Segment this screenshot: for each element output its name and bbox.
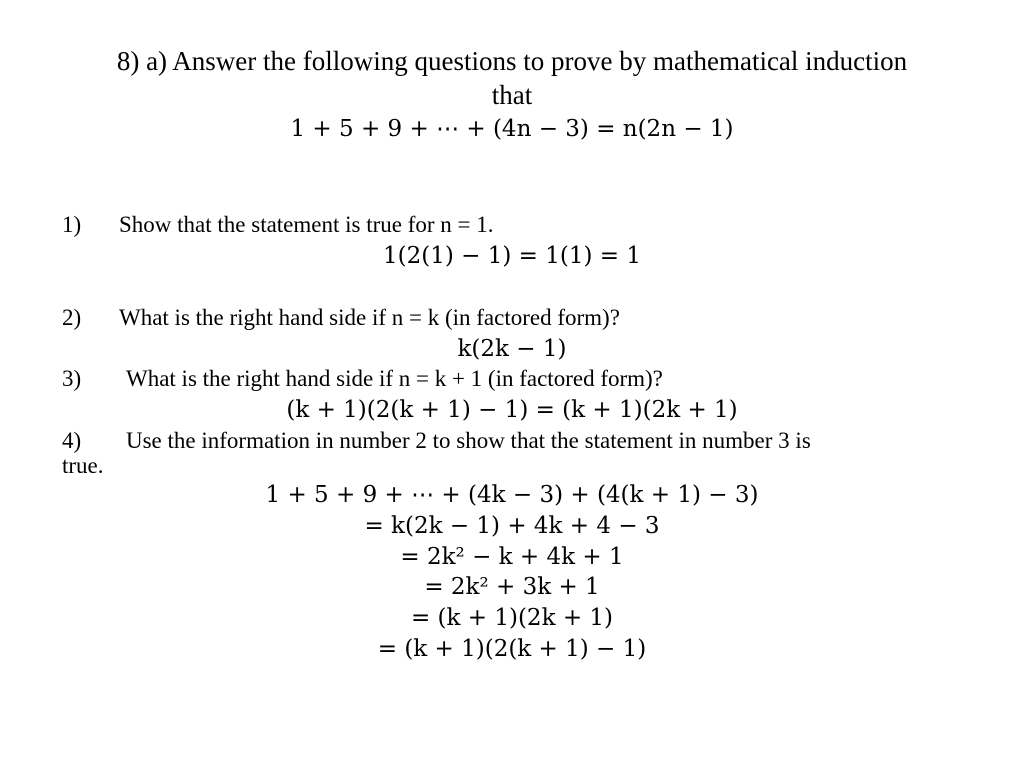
question-3-text: What is the right hand side if n = k + 1 (in factored form)? xyxy=(126,366,663,391)
question-1 xyxy=(62,212,494,238)
answer-4-line-2: = k(2k − 1) + 4k + 4 − 3 xyxy=(364,513,660,539)
answer-4-line-3: = 2k² − k + 4k + 1 xyxy=(400,544,624,570)
question-4 xyxy=(62,428,811,454)
answer-4-line-6: = (k + 1)(2(k + 1) − 1) xyxy=(377,636,647,662)
problem-title-continued: that xyxy=(491,80,533,110)
induction-statement: 1 + 5 + 9 + ⋯ + (4n − 3) = n(2n − 1) xyxy=(290,116,734,142)
answer-4-line-5: = (k + 1)(2k + 1) xyxy=(410,605,614,631)
question-3 xyxy=(62,366,663,392)
question-1-number: 1) xyxy=(62,212,82,237)
answer-2-line-1: k(2k − 1) xyxy=(457,336,567,362)
question-2-number: 2) xyxy=(62,305,82,330)
question-3-number: 3) xyxy=(62,366,82,391)
answer-4-line-4: = 2k² + 3k + 1 xyxy=(424,574,600,600)
question-4-text: Use the information in number 2 to show that the statement in number 3 is xyxy=(126,428,811,453)
answer-3-line-1: (k + 1)(2(k + 1) − 1) = (k + 1)(2k + 1) xyxy=(286,397,738,423)
question-4-text-continued: true. xyxy=(62,453,104,478)
question-4-number: 4) xyxy=(62,428,82,453)
question-2 xyxy=(62,305,620,331)
problem-title: 8) a) Answer the following questions to prove by mathematical induction xyxy=(116,46,908,76)
question-1-text: Show that the statement is true for n = 1. xyxy=(119,212,494,237)
question-2-text: What is the right hand side if n = k (in factored form)? xyxy=(119,305,620,330)
answer-4-line-1: 1 + 5 + 9 + ⋯ + (4k − 3) + (4(k + 1) − 3) xyxy=(265,482,759,508)
answer-1-line-1: 1(2(1) − 1) = 1(1) = 1 xyxy=(383,243,641,269)
